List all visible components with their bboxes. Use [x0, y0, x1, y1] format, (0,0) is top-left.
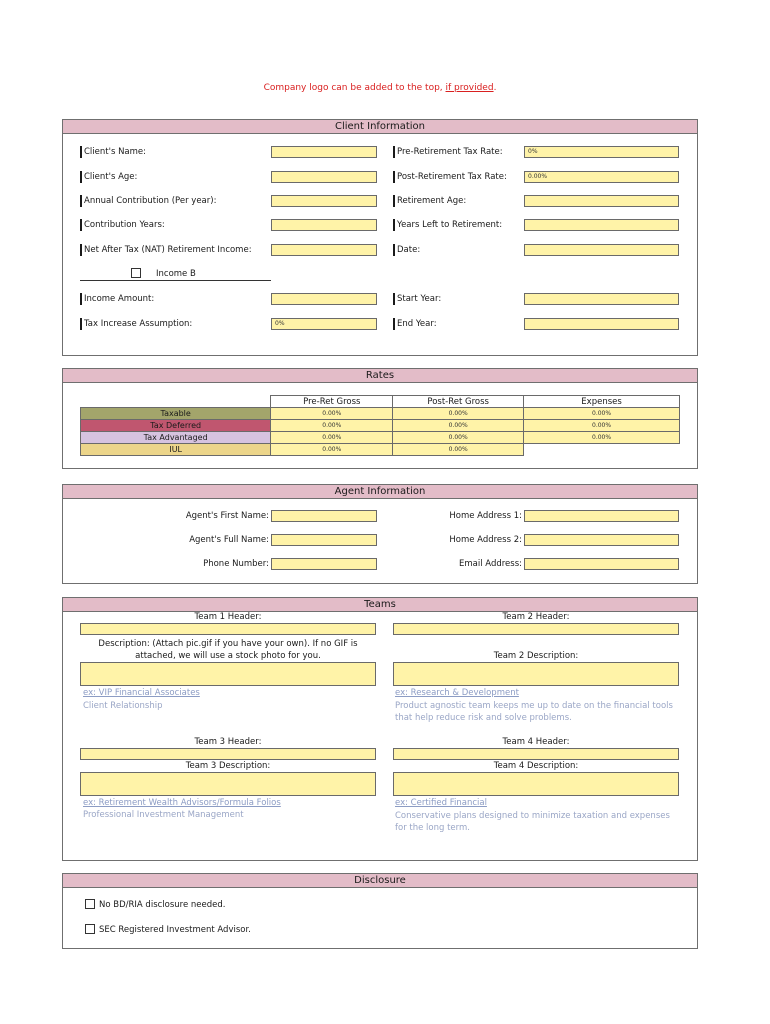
rates-cell[interactable]: 0.00%: [524, 432, 680, 444]
client-name-field[interactable]: [271, 146, 377, 158]
rates-cell[interactable]: 0.00%: [271, 444, 393, 456]
rates-cell[interactable]: 0.00%: [524, 420, 680, 432]
years-left-field[interactable]: [524, 219, 679, 231]
start-year-label: Start Year:: [393, 293, 441, 305]
pre-tax-rate-label: Pre-Retirement Tax Rate:: [393, 146, 503, 158]
team2-example-link[interactable]: ex: Research & Development: [395, 688, 519, 698]
years-left-label: Years Left to Retirement:: [393, 219, 502, 231]
home-address-1-field[interactable]: [524, 510, 679, 522]
logo-note-end: .: [493, 83, 497, 93]
contribution-years-label: Contribution Years:: [80, 219, 165, 231]
rates-cell[interactable]: 0.00%: [271, 432, 393, 444]
client-age-field[interactable]: [271, 171, 377, 183]
team4-desc-label: Team 4 Description:: [493, 761, 579, 771]
team3-example-link[interactable]: ex: Retirement Wealth Advisors/Formula Folios: [83, 798, 281, 808]
team2-header-field[interactable]: [393, 623, 679, 635]
annual-contribution-field[interactable]: [271, 195, 377, 207]
rates-col-header: Expenses: [524, 396, 680, 408]
rates-header: Rates: [63, 369, 697, 383]
team3-header-field[interactable]: [80, 748, 376, 760]
team4-desc-field[interactable]: [393, 772, 679, 796]
team2-header-label: Team 2 Header:: [502, 612, 570, 622]
post-tax-rate-label: Post-Retirement Tax Rate:: [393, 171, 507, 183]
team1-header-label: Team 1 Header:: [194, 612, 262, 622]
team3-desc-field[interactable]: [80, 772, 376, 796]
no-disclosure-label: No BD/RIA disclosure needed.: [99, 900, 226, 910]
rates-cell[interactable]: 0.00%: [393, 432, 524, 444]
client-info-header: Client Information: [63, 120, 697, 134]
logo-note-link[interactable]: if provided: [445, 83, 494, 93]
team1-example-sub: Client Relationship: [83, 701, 163, 711]
rates-cell[interactable]: 0.00%: [271, 420, 393, 432]
team2-desc-field[interactable]: [393, 662, 679, 686]
home-address-2-field[interactable]: [524, 534, 679, 546]
pre-tax-rate-field[interactable]: 0%: [524, 146, 679, 158]
rates-corner: [81, 396, 271, 408]
nat-income-label: Net After Tax (NAT) Retirement Income:: [80, 244, 252, 256]
home-address-2-label: Home Address 2:: [449, 535, 522, 545]
team1-desc-line2: attached, we will use a stock photo for you.: [135, 651, 321, 661]
rates-row-label: Tax Deferred: [81, 420, 271, 432]
income-b-divider: [80, 280, 271, 281]
tax-increase-label: Tax Increase Assumption:: [80, 318, 192, 330]
rates-cell[interactable]: 0.00%: [393, 408, 524, 420]
agent-info-header: Agent Information: [63, 485, 697, 499]
rates-cell[interactable]: 0.00%: [271, 408, 393, 420]
tax-increase-field[interactable]: 0%: [271, 318, 377, 330]
sec-ria-label: SEC Registered Investment Advisor.: [99, 925, 251, 935]
client-name-label: Client's Name:: [80, 146, 146, 158]
home-address-1-label: Home Address 1:: [449, 511, 522, 521]
team2-example-sub: Product agnostic team keeps me up to date on the financial tools that help reduce risk and solve problems.: [395, 701, 673, 723]
disclosure-panel: [62, 873, 698, 949]
rates-col-header: Pre-Ret Gross: [271, 396, 393, 408]
sec-ria-checkbox[interactable]: [85, 924, 95, 934]
post-tax-rate-field[interactable]: 0.00%: [524, 171, 679, 183]
contribution-years-field[interactable]: [271, 219, 377, 231]
disclosure-header: Disclosure: [63, 874, 697, 888]
rates-cell-empty: [524, 444, 680, 456]
team1-desc-line1: Description: (Attach pic.gif if you have your own). If no GIF is: [98, 639, 358, 649]
date-field[interactable]: [524, 244, 679, 256]
nat-income-field[interactable]: [271, 244, 377, 256]
team3-header-label: Team 3 Header:: [194, 737, 262, 747]
income-b-label: Income B: [156, 269, 196, 279]
no-disclosure-checkbox[interactable]: [85, 899, 95, 909]
rates-row: [81, 408, 680, 420]
agent-first-name-label: Agent's First Name:: [185, 511, 269, 521]
income-amount-field[interactable]: [271, 293, 377, 305]
income-b-checkbox[interactable]: [131, 268, 141, 278]
rates-row-label: Tax Advantaged: [81, 432, 271, 444]
annual-contribution-label: Annual Contribution (Per year):: [80, 195, 216, 207]
email-address-label: Email Address:: [459, 559, 522, 569]
rates-row-label: IUL: [81, 444, 271, 456]
rates-cell[interactable]: 0.00%: [524, 408, 680, 420]
rates-col-header: Post-Ret Gross: [393, 396, 524, 408]
agent-phone-field[interactable]: [271, 558, 377, 570]
team4-example-sub: Conservative plans designed to minimize taxation and expenses for the long term.: [395, 811, 670, 833]
teams-header: Teams: [63, 598, 697, 612]
team3-example-sub: Professional Investment Management: [83, 810, 244, 820]
rates-row: [81, 444, 680, 456]
end-year-label: End Year:: [393, 318, 437, 330]
end-year-field[interactable]: [524, 318, 679, 330]
start-year-field[interactable]: [524, 293, 679, 305]
team4-header-field[interactable]: [393, 748, 679, 760]
rates-row: [81, 432, 680, 444]
rates-table: [80, 395, 680, 456]
retirement-age-label: Retirement Age:: [393, 195, 466, 207]
agent-full-name-label: Agent's Full Name:: [189, 535, 269, 545]
rates-header-row: [81, 396, 680, 408]
logo-note-text: Company logo can be added to the top,: [263, 83, 446, 93]
rates-cell[interactable]: 0.00%: [393, 444, 524, 456]
agent-phone-label: Phone Number:: [203, 559, 269, 569]
agent-first-name-field[interactable]: [271, 510, 377, 522]
team3-desc-label: Team 3 Description:: [185, 761, 271, 771]
rates-cell[interactable]: 0.00%: [393, 420, 524, 432]
logo-note: [0, 83, 760, 93]
client-age-label: Client's Age:: [80, 171, 137, 183]
email-address-field[interactable]: [524, 558, 679, 570]
team4-example-link[interactable]: ex: Certified Financial: [395, 798, 487, 808]
team1-header-field[interactable]: [80, 623, 376, 635]
team4-header-label: Team 4 Header:: [502, 737, 570, 747]
agent-full-name-field[interactable]: [271, 534, 377, 546]
rates-row-label: Taxable: [81, 408, 271, 420]
team1-example-link[interactable]: ex: VIP Financial Associates: [83, 688, 200, 698]
income-amount-label: Income Amount:: [80, 293, 154, 305]
date-label: Date:: [393, 244, 420, 256]
team1-desc-field[interactable]: [80, 662, 376, 686]
team2-desc-label: Team 2 Description:: [493, 651, 579, 661]
retirement-age-field[interactable]: [524, 195, 679, 207]
rates-row: [81, 420, 680, 432]
